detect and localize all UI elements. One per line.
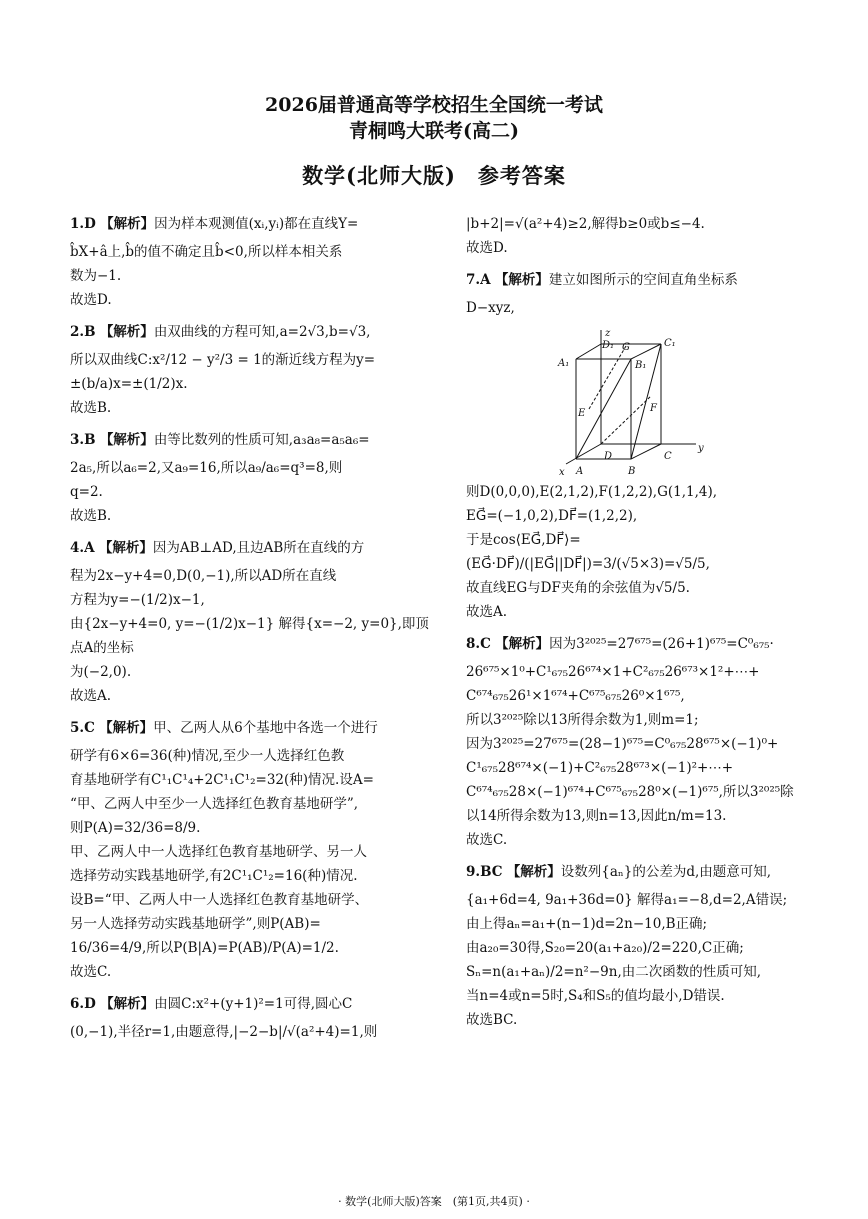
answer-key-title: 数学(北师大版) 参考答案 — [302, 163, 566, 188]
exam-subtitle: 青桐鸣大联考(高二) — [349, 120, 519, 142]
label-e: E — [578, 408, 586, 419]
label-b: B — [628, 466, 636, 477]
question-4: 4.A 【解析】因为AB⊥AD,且边AB所在直线的方 程为2x−y+4=0,D(0,−1),所以AD所在直线 方程为y=−(1/2)x−1, 由{2x−y+4=0, y=−(1/2)x−1} 解得{x=−2, y=0},即顶点A的坐标 为(−2,0). 故选A. — [70, 540, 429, 704]
label-g: G — [622, 342, 630, 353]
answer-1: 1.D — [70, 216, 96, 232]
page-footer: · 数学(北师大版)答案 (第1页,共4页) · — [338, 1195, 530, 1208]
question-9: 9.BC 【解析】设数列{aₙ}的公差为d,由题意可知, {a₁+6d=4, 9a₁+36d=0} 解得a₁=−8,d=2,A错误; 由上得aₙ=a₁+(n−1)d=2n−10,B正确; 由a₂₀=30得,S₂₀=20(a₁+a₂₀)/2=220,C正确; Sₙ=n(a₁+aₙ)/2=n²−9n,由二次函数的性质可知, 当n=4或n=5时,S₄和S₅的值均最小,D错误. 故选BC. — [466, 864, 788, 1028]
label-d1: D₁ — [602, 340, 615, 351]
question-7: 7.A 【解析】建立如图所示的空间直角坐标系 D−xyz, z D₁ G C₁ A₁ B₁ E F D C y A B x 则D(0,0,0),E(2,1,2),F(1,2,2),G(1,1,4), EG⃗=(−1,0,2),DF⃗=(1,2,2), 于是cos⟨EG⃗,DF⃗⟩=(EG⃗·DF⃗)/(|EG⃗||DF⃗|)=3/(√5×3)=√5/5, 故直线EG与DF夹角的余弦值为√5/5. 故选A. — [466, 272, 738, 620]
label-b1: B₁ — [635, 360, 647, 371]
question-8: 8.C 【解析】因为3²⁰²⁵=27⁶⁷⁵=(26+1)⁶⁷⁵=C⁰₆₇₅· 26⁶⁷⁵×1⁰+C¹₆₇₅26⁶⁷⁴×1+C²₆₇₅26⁶⁷³×1²+⋯+ C⁶⁷⁴₆₇₅26¹×1⁶⁷⁴+C⁶⁷⁵₆₇₅26⁰×1⁶⁷⁵, 所以3²⁰²⁵除以13所得余数为1,则m=1; 因为3²⁰²⁵=27⁶⁷⁵=(28−1)⁶⁷⁵=C⁰₆₇₅28⁶⁷⁵×(−1)⁰+ C¹₆₇₅28⁶⁷⁴×(−1)+C²₆₇₅28⁶⁷³×(−1)²+⋯+ C⁶⁷⁴₆₇₅28×(−1)⁶⁷⁴+C⁶⁷⁵₆₇₅28⁰×(−1)⁶⁷⁵,所以3²⁰²⁵除 以14所得余数为13,则n=13,因此n/m=13. 故选C. — [466, 636, 794, 848]
question-3: 3.B 【解析】由等比数列的性质可知,a₃a₈=a₅a₆= 2a₅,所以a₆=2,又a₉=16,所以a₉/a₆=q³=8,则 q=2. 故选B. — [70, 432, 370, 524]
label-a1: A₁ — [558, 358, 570, 369]
coordinate-prism-figure — [556, 324, 726, 478]
question-6: 6.D 【解析】由圆C:x²+(y+1)²=1可得,圆心C (0,−1),半径r=1,由题意得,|−2−b|/√(a²+4)=1,则 — [70, 996, 378, 1040]
choice-1: 故选D. — [70, 292, 112, 308]
left-column — [70, 212, 430, 1044]
label-f: F — [650, 403, 657, 414]
exam-title: 2026届普通高等学校招生全国统一考试 — [265, 94, 603, 116]
question-2: 2.B 【解析】由双曲线的方程可知,a=2√3,b=√3, 所以双曲线C:x²/12 − y²/3 = 1的渐近线方程为y= ±(b/a)x=±(1/2)x. 故选B. — [70, 324, 376, 416]
question-6-continued: |b+2|=√(a²+4)≥2,解得b≥0或b≤−4. 故选D. — [466, 216, 705, 256]
label-c: C — [664, 451, 672, 462]
label-z: z — [605, 328, 611, 339]
label-a: A — [576, 466, 584, 477]
label-d: D — [604, 451, 613, 462]
label-x: x — [559, 467, 565, 478]
question-1: 1.D 【解析】因为样本观测值(xᵢ,yᵢ)都在直线Y= b̂X+â上,b̂的值不确定且b̂<0,所以样本相关系 数为−1. 故选D. — [70, 212, 430, 312]
label-y: y — [698, 443, 704, 454]
x-axis — [566, 444, 601, 464]
right-column — [466, 212, 806, 1040]
label-c1: C₁ — [664, 338, 676, 349]
question-5: 5.C 【解析】甲、乙两人从6个基地中各选一个进行 研学有6×6=36(种)情况,至少一人选择红色教 育基地研学有C¹₁C¹₄+2C¹₁C¹₂=32(种)情况.设A= “甲、乙两人中至少一人选择红色教育基地研学”, 则P(A)=32/36=8/9. 甲、乙两人中一人选择红色教育基地研学、另一人 选择劳动实践基地研学,有2C¹₁C¹₂=16(种)情况. 设B=“甲、乙两人中一人选择红色教育基地研学、 另一人选择劳动实践基地研学”,则P(AB)= 16/36=4/9,所以P(B|A)=P(AB)/P(A)=1/2. 故选C. — [70, 720, 378, 980]
